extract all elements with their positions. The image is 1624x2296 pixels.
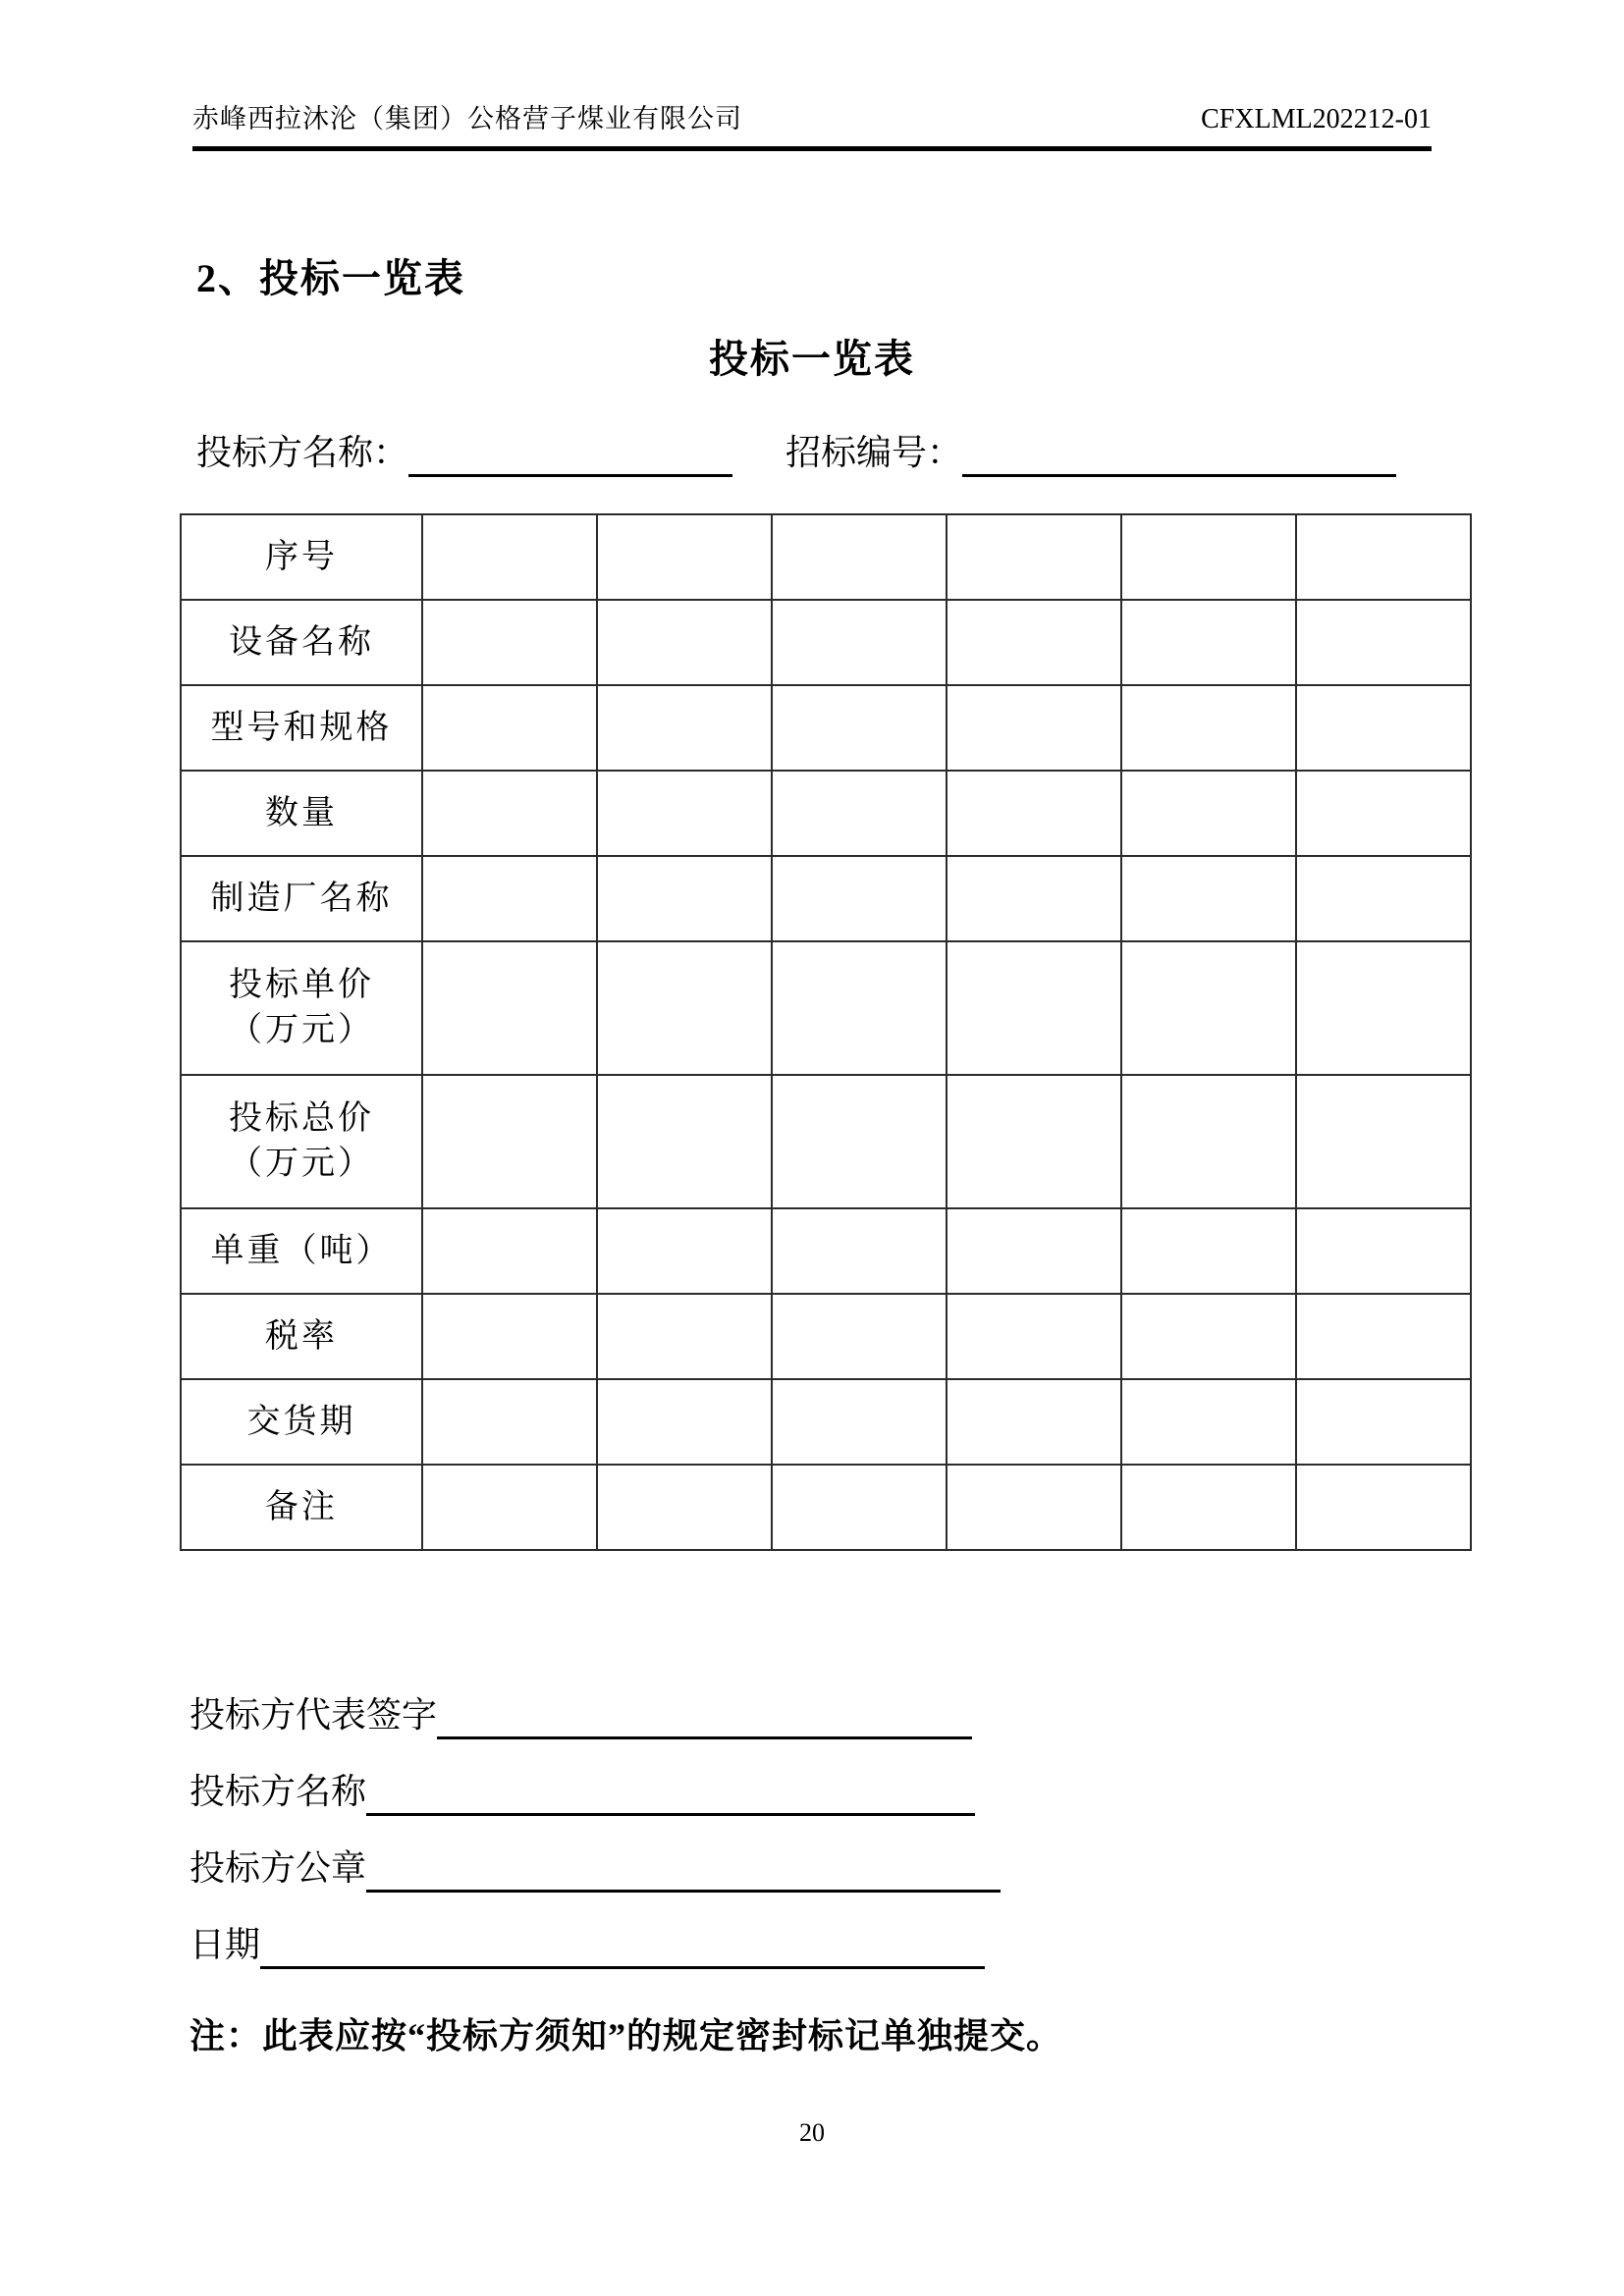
empty-cell [597, 685, 772, 771]
empty-cell [1121, 514, 1296, 600]
signature-row [189, 1843, 1001, 1893]
empty-cell [772, 1075, 947, 1208]
empty-cell [1121, 771, 1296, 856]
tender-no-blank [962, 434, 1396, 477]
signature-row [189, 1690, 1001, 1739]
empty-cell [1296, 771, 1471, 856]
table-row [181, 1294, 1471, 1379]
empty-cell [772, 1208, 947, 1294]
row-label: 交货期 [181, 1379, 422, 1465]
empty-cell [772, 514, 947, 600]
signature-blank [437, 1698, 972, 1739]
empty-cell [597, 941, 772, 1075]
empty-cell [422, 685, 597, 771]
empty-cell [1296, 685, 1471, 771]
empty-cell [947, 1379, 1121, 1465]
empty-cell [947, 514, 1121, 600]
empty-cell [597, 1465, 772, 1550]
empty-cell [597, 1379, 772, 1465]
empty-cell [1121, 1208, 1296, 1294]
empty-cell [947, 1465, 1121, 1550]
table-row [181, 1075, 1471, 1208]
empty-cell [422, 600, 597, 685]
empty-cell [1296, 941, 1471, 1075]
table-row [181, 685, 1471, 771]
table-row [181, 1379, 1471, 1465]
header-doc-code: CFXLML202212-01 [1201, 104, 1432, 134]
empty-cell [422, 1075, 597, 1208]
empty-cell [772, 941, 947, 1075]
empty-cell [772, 1465, 947, 1550]
bidder-name-label: 投标方名称： [196, 433, 409, 472]
row-label: 制造厂名称 [181, 856, 422, 941]
empty-cell [597, 1208, 772, 1294]
empty-cell [947, 685, 1121, 771]
bid-form-line [196, 428, 1396, 477]
header-company-name: 赤峰西拉沐沦（集团）公格营子煤业有限公司 [192, 104, 742, 133]
empty-cell [597, 1075, 772, 1208]
row-label: 备注 [181, 1465, 422, 1550]
empty-cell [422, 856, 597, 941]
empty-cell [772, 856, 947, 941]
bidder-name-blank [408, 434, 732, 477]
empty-cell [1296, 1465, 1471, 1550]
empty-cell [772, 1294, 947, 1379]
signature-label: 日期 [189, 1925, 261, 1964]
empty-cell [1121, 1379, 1296, 1465]
empty-cell [947, 600, 1121, 685]
row-label: 设备名称 [181, 600, 422, 685]
row-label: 投标单价 （万元） [181, 941, 422, 1075]
empty-cell [422, 1379, 597, 1465]
signature-blank [260, 1928, 985, 1969]
signature-label: 投标方代表签字 [189, 1695, 438, 1735]
empty-cell [422, 941, 597, 1075]
empty-cell [1296, 856, 1471, 941]
table-title: 投标一览表 [709, 337, 915, 381]
empty-cell [947, 771, 1121, 856]
table-row [181, 514, 1471, 600]
empty-cell [1296, 1208, 1471, 1294]
table-row [181, 1208, 1471, 1294]
empty-cell [772, 1379, 947, 1465]
empty-cell [1121, 941, 1296, 1075]
row-label: 单重（吨） [181, 1208, 422, 1294]
bid-summary-table [180, 513, 1472, 1551]
empty-cell [597, 514, 772, 600]
empty-cell [597, 856, 772, 941]
row-label: 序号 [181, 514, 422, 600]
empty-cell [1296, 1075, 1471, 1208]
empty-cell [1121, 856, 1296, 941]
signature-label: 投标方公章 [189, 1848, 367, 1888]
empty-cell [422, 514, 597, 600]
empty-cell [947, 1294, 1121, 1379]
empty-cell [422, 1208, 597, 1294]
empty-cell [1296, 1294, 1471, 1379]
tender-no-label: 招标编号： [785, 433, 963, 472]
empty-cell [597, 1294, 772, 1379]
empty-cell [422, 1465, 597, 1550]
row-label: 数量 [181, 771, 422, 856]
row-label: 型号和规格 [181, 685, 422, 771]
table-row [181, 600, 1471, 685]
empty-cell [772, 685, 947, 771]
empty-cell [1121, 1294, 1296, 1379]
page-header [192, 102, 1432, 151]
signature-blank [366, 1775, 975, 1816]
table-row [181, 856, 1471, 941]
signature-row [189, 1920, 1001, 1969]
signature-row [189, 1767, 1001, 1816]
signature-label: 投标方名称 [189, 1772, 367, 1811]
empty-cell [947, 1208, 1121, 1294]
empty-cell [947, 941, 1121, 1075]
row-label: 投标总价 （万元） [181, 1075, 422, 1208]
empty-cell [1121, 685, 1296, 771]
empty-cell [772, 600, 947, 685]
note-text: 注：此表应按“投标方须知”的规定密封标记单独提交。 [189, 2016, 1063, 2056]
empty-cell [1296, 600, 1471, 685]
empty-cell [422, 771, 597, 856]
table-row [181, 771, 1471, 856]
table-row [181, 941, 1471, 1075]
empty-cell [947, 1075, 1121, 1208]
section-heading: 2、投标一览表 [196, 256, 465, 300]
empty-cell [422, 1294, 597, 1379]
empty-cell [1121, 1465, 1296, 1550]
empty-cell [597, 771, 772, 856]
empty-cell [1296, 1379, 1471, 1465]
signature-blank [366, 1851, 1001, 1893]
empty-cell [1296, 514, 1471, 600]
empty-cell [947, 856, 1121, 941]
signature-block [189, 1690, 1001, 1997]
page-number: 20 [799, 2118, 825, 2147]
empty-cell [772, 771, 947, 856]
empty-cell [1121, 600, 1296, 685]
row-label: 税率 [181, 1294, 422, 1379]
empty-cell [597, 600, 772, 685]
empty-cell [1121, 1075, 1296, 1208]
table-row [181, 1465, 1471, 1550]
